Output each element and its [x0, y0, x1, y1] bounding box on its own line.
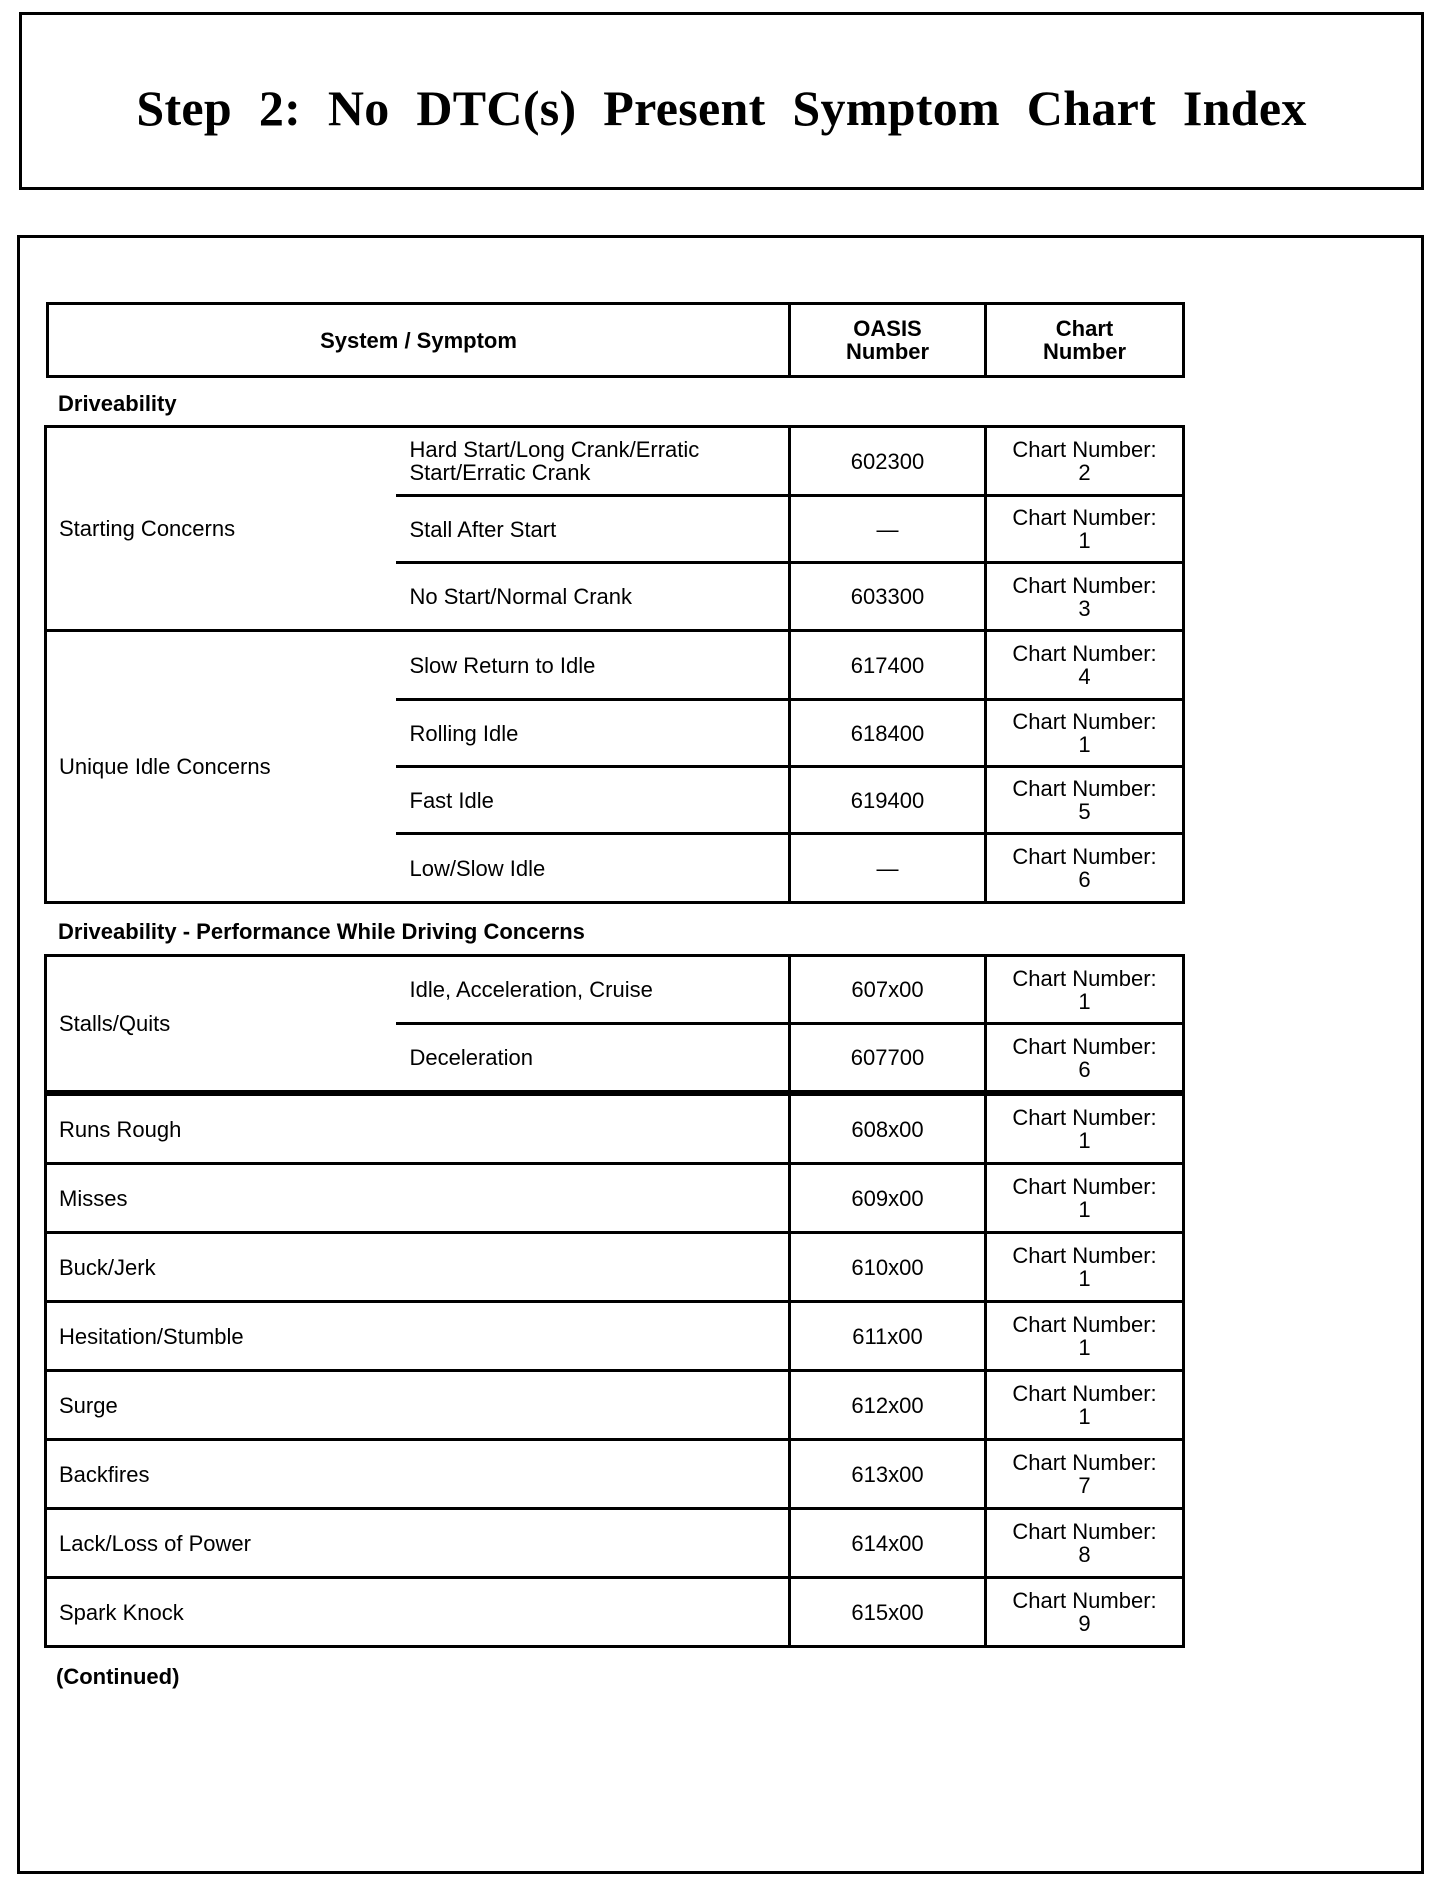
category-starting-concerns: Starting Concerns	[46, 427, 396, 631]
table-row	[46, 631, 1184, 700]
chart-cell: Chart Number: 8	[986, 1509, 1184, 1578]
chart-cell: Chart Number: 5	[986, 767, 1184, 834]
chart-cell: Chart Number: 7	[986, 1440, 1184, 1509]
symptom-cell: Stall After Start	[396, 496, 790, 563]
header-system-symptom: System / Symptom	[48, 304, 790, 377]
oasis-cell: 610x00	[790, 1233, 986, 1302]
table-row	[46, 1578, 1184, 1647]
oasis-cell: 619400	[790, 767, 986, 834]
symptom-cell: Low/Slow Idle	[396, 834, 790, 903]
chart-cell: Chart Number: 1	[986, 1095, 1184, 1164]
chart-cell: Chart Number: 2	[986, 427, 1184, 496]
header-chart-number: Chart Number	[986, 304, 1184, 377]
chart-cell: Chart Number: 1	[986, 1233, 1184, 1302]
symptom-cell: Runs Rough	[46, 1095, 790, 1164]
header-oasis-number: OASIS Number	[790, 304, 986, 377]
oasis-cell: 612x00	[790, 1371, 986, 1440]
chart-cell: Chart Number: 1	[986, 956, 1184, 1024]
performance-table	[44, 1093, 1185, 1648]
chart-cell: Chart Number: 6	[986, 834, 1184, 903]
oasis-cell: 613x00	[790, 1440, 986, 1509]
symptom-cell: Misses	[46, 1164, 790, 1233]
symptom-cell: Rolling Idle	[396, 700, 790, 767]
chart-cell: Chart Number: 1	[986, 700, 1184, 767]
chart-cell: Chart Number: 1	[986, 1164, 1184, 1233]
symptom-cell: Idle, Acceleration, Cruise	[396, 956, 790, 1024]
symptom-cell: Buck/Jerk	[46, 1233, 790, 1302]
oasis-cell: 602300	[790, 427, 986, 496]
symptom-cell: Hesitation/Stumble	[46, 1302, 790, 1371]
oasis-cell: 614x00	[790, 1509, 986, 1578]
oasis-cell: 603300	[790, 563, 986, 631]
oasis-cell: —	[790, 496, 986, 563]
symptom-cell: Deceleration	[396, 1024, 790, 1092]
oasis-cell: 611x00	[790, 1302, 986, 1371]
oasis-cell: —	[790, 834, 986, 903]
chart-cell: Chart Number: 1	[986, 1371, 1184, 1440]
page-title: Step 2: No DTC(s) Present Symptom Chart Index	[136, 80, 1307, 136]
table-row	[46, 1302, 1184, 1371]
oasis-cell: 618400	[790, 700, 986, 767]
table-row	[46, 1095, 1184, 1164]
chart-cell: Chart Number: 9	[986, 1578, 1184, 1647]
oasis-cell: 607700	[790, 1024, 986, 1092]
oasis-cell: 617400	[790, 631, 986, 700]
symptom-cell: No Start/Normal Crank	[396, 563, 790, 631]
oasis-cell: 607x00	[790, 956, 986, 1024]
table-row	[46, 427, 1184, 496]
symptom-cell: Slow Return to Idle	[396, 631, 790, 700]
chart-cell: Chart Number: 1	[986, 496, 1184, 563]
section-label-performance: Driveability - Performance While Driving Concerns	[58, 919, 585, 944]
chart-cell: Chart Number: 4	[986, 631, 1184, 700]
title-box	[19, 12, 1424, 190]
symptom-cell: Spark Knock	[46, 1578, 790, 1647]
symptom-cell: Hard Start/Long Crank/Erratic Start/Erratic Crank	[396, 427, 790, 496]
category-stalls-quits: Stalls/Quits	[46, 956, 396, 1092]
driveability-table	[44, 425, 1185, 904]
table-row	[46, 1440, 1184, 1509]
continued-note: (Continued)	[56, 1664, 180, 1689]
table-row	[46, 1164, 1184, 1233]
stalls-table	[44, 954, 1185, 1093]
chart-cell: Chart Number: 6	[986, 1024, 1184, 1092]
category-unique-idle-concerns: Unique Idle Concerns	[46, 631, 396, 903]
chart-cell: Chart Number: 3	[986, 563, 1184, 631]
symptom-cell: Backfires	[46, 1440, 790, 1509]
table-row	[46, 956, 1184, 1024]
section-label-driveability: Driveability	[58, 391, 177, 416]
table-row	[46, 1371, 1184, 1440]
symptom-cell: Fast Idle	[396, 767, 790, 834]
symptom-cell: Surge	[46, 1371, 790, 1440]
chart-cell: Chart Number: 1	[986, 1302, 1184, 1371]
oasis-cell: 615x00	[790, 1578, 986, 1647]
table-row	[46, 1233, 1184, 1302]
table-row	[46, 1509, 1184, 1578]
oasis-cell: 608x00	[790, 1095, 986, 1164]
oasis-cell: 609x00	[790, 1164, 986, 1233]
symptom-cell: Lack/Loss of Power	[46, 1509, 790, 1578]
table-header	[46, 302, 1185, 378]
